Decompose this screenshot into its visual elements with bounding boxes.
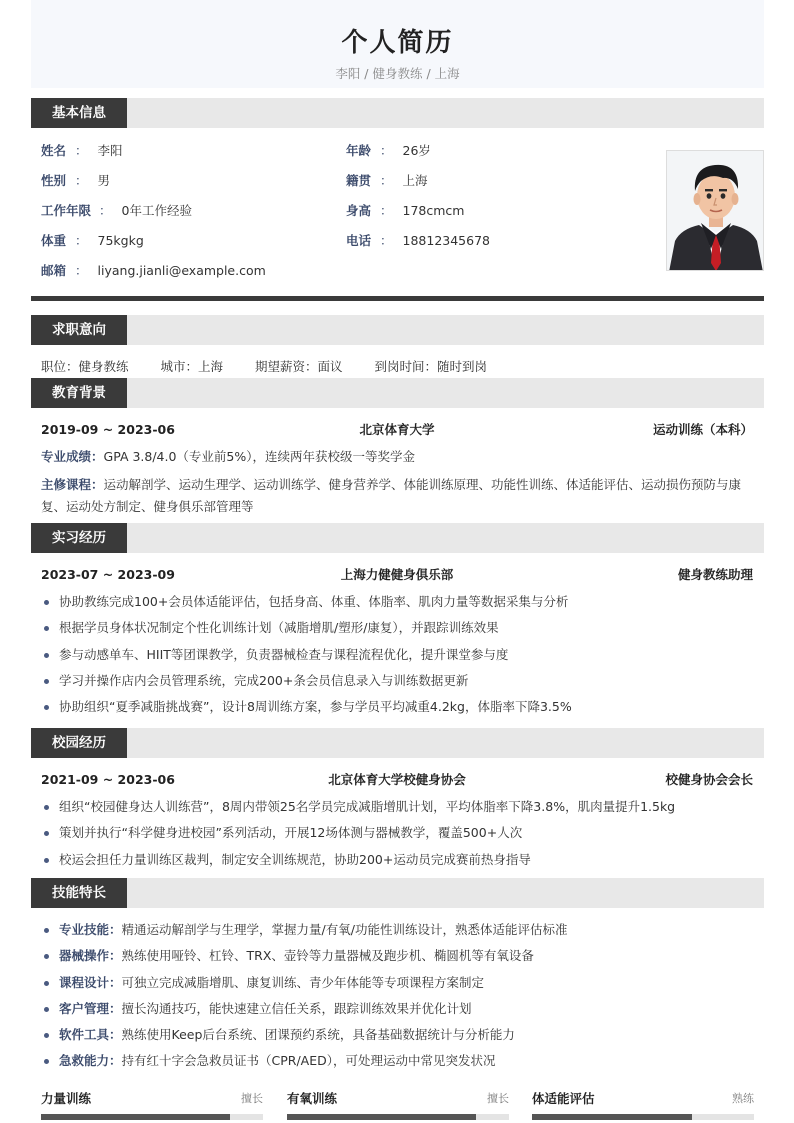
info-label: 姓名 <box>41 143 67 158</box>
internship-list <box>41 589 757 720</box>
skill-level: 擅长 <box>241 1092 263 1105</box>
skill-track <box>41 1114 263 1120</box>
education-gpa <box>41 446 757 468</box>
gpa-label: 专业成绩： <box>41 449 104 464</box>
section-internship <box>31 523 764 553</box>
avatar-illustration <box>667 151 764 271</box>
skill-fill <box>287 1114 476 1120</box>
bullet-icon <box>44 1033 49 1038</box>
info-phone: 电话 ： 18812345678 <box>346 231 490 251</box>
bullet-icon <box>44 858 49 863</box>
info-label: 性别 <box>41 173 67 188</box>
skill-level: 熟练 <box>732 1092 754 1105</box>
education-major: 运动训练（本科） <box>652 422 753 437</box>
bullet-icon <box>44 805 49 810</box>
section-title: 基本信息 <box>31 98 127 128</box>
internship-role: 健身教练助理 <box>677 567 753 582</box>
bullet-icon <box>44 600 49 605</box>
intent-position: 职位：健身教练 <box>41 359 129 374</box>
skill-fill <box>532 1114 692 1120</box>
skill-track <box>532 1114 754 1120</box>
list-item: 软件工具：熟练使用Keep后台系统、团课预约系统，具备基础数据统计与分析能力 <box>41 1022 757 1048</box>
info-value: 李阳 <box>97 143 123 158</box>
bullet-icon <box>44 1059 49 1064</box>
section-divider <box>31 296 764 301</box>
info-label: 邮箱 <box>41 263 67 278</box>
skill-bar-fitness-assessment <box>532 1090 754 1123</box>
list-item: 专业技能：精通运动解剖学与生理学，掌握力量/有氧/功能性训练设计，熟悉体适能评估标准 <box>41 917 757 943</box>
info-label: 电话 <box>346 233 372 248</box>
skill-name: 体适能评估 <box>532 1091 595 1106</box>
page-subtitle: 李阳 / 健身教练 / 上海 <box>335 66 460 81</box>
campus-role: 校健身协会会长 <box>665 772 753 787</box>
internship-org: 上海力健健身俱乐部 <box>340 567 454 582</box>
info-value: 75kgkg <box>97 233 144 248</box>
section-title: 校园经历 <box>31 728 127 758</box>
bullet-icon <box>44 653 49 658</box>
education-courses <box>41 474 757 518</box>
list-item: 校运会担任力量训练区裁判，制定安全训练规范，协助200+运动员完成赛前热身指导 <box>41 847 757 873</box>
section-campus <box>31 728 764 758</box>
skill-bar-strength <box>41 1090 263 1123</box>
skill-bar-cardio <box>287 1090 509 1123</box>
bullet-icon <box>44 831 49 836</box>
skill-name: 有氧训练 <box>287 1091 338 1106</box>
section-title: 技能特长 <box>31 878 127 908</box>
courses-label: 主修课程： <box>41 477 104 492</box>
section-education <box>31 378 764 408</box>
list-item: 器械操作：熟练使用哑铃、杠铃、TRX、壶铃等力量器械及跑步机、椭圆机等有氧设备 <box>41 943 757 969</box>
bullet-icon <box>44 1007 49 1012</box>
courses-text: 运动解剖学、运动生理学、运动训练学、健身营养学、体能训练原理、功能性训练、体适能评估、运动损伤预防与康复、运动处方制定、健身俱乐部管理等 <box>41 477 742 514</box>
bullet-icon <box>44 928 49 933</box>
bullet-icon <box>44 981 49 986</box>
education-school: 北京体育大学 <box>359 422 435 437</box>
info-email: 邮箱 ： liyang.jianli@example.com <box>41 261 266 281</box>
list-item: 参与动感单车、HIIT等团课教学，负责器械检查与课程流程优化，提升课堂参与度 <box>41 642 757 668</box>
internship-period: 2023-07 ~ 2023-09 <box>41 567 175 582</box>
section-basic-info <box>31 98 764 128</box>
info-weight: 体重 ： 75kgkg <box>41 231 144 251</box>
list-item: 急救能力：持有红十字会急救员证书（CPR/AED），可处理运动中常见突发状况 <box>41 1048 757 1074</box>
campus-org: 北京体育大学校健身协会 <box>328 772 466 787</box>
bullet-icon <box>44 626 49 631</box>
intent-city: 城市：上海 <box>160 359 224 374</box>
skills-list <box>41 917 757 1075</box>
bullet-icon <box>44 679 49 684</box>
info-value: 18812345678 <box>402 233 490 248</box>
skill-name: 力量训练 <box>41 1091 92 1106</box>
campus-header-row <box>41 770 753 790</box>
section-title: 教育背景 <box>31 378 127 408</box>
resume-header <box>31 0 764 88</box>
info-label: 年龄 <box>346 143 372 158</box>
list-item: 课程设计：可独立完成减脂增肌、康复训练、青少年体能等专项课程方案制定 <box>41 970 757 996</box>
skill-track <box>287 1114 509 1120</box>
gpa-text: GPA 3.8/4.0（专业前5%），连续两年获校级一等奖学金 <box>103 449 416 464</box>
page-title: 个人简历 <box>341 28 454 58</box>
section-skills <box>31 878 764 908</box>
info-label: 体重 <box>41 233 67 248</box>
info-value: 178cmcm <box>402 203 465 218</box>
list-item: 根据学员身体状况制定个性化训练计划（减脂增肌/塑形/康复），并跟踪训练效果 <box>41 615 757 641</box>
internship-header-row <box>41 565 753 585</box>
list-item: 学习并操作店内会员管理系统，完成200+条会员信息录入与训练数据更新 <box>41 668 757 694</box>
intent-salary: 期望薪资：面议 <box>255 359 343 374</box>
list-item: 策划并执行“科学健身进校园”系列活动，开展12场体测与器械教学，覆盖500+人次 <box>41 820 757 846</box>
info-height: 身高 ： 178cmcm <box>346 201 464 221</box>
list-item: 组织“校园健身达人训练营”，8周内带领25名学员完成减脂增肌计划，平均体脂率下降3.8%，肌肉量提升1.5kg <box>41 794 757 820</box>
info-gender: 性别 ： 男 <box>41 171 110 191</box>
info-value: 男 <box>97 173 111 188</box>
skill-fill <box>41 1114 230 1120</box>
list-item: 客户管理：擅长沟通技巧，能快速建立信任关系，跟踪训练效果并优化计划 <box>41 996 757 1022</box>
info-label: 工作年限 <box>41 203 92 218</box>
education-header-row <box>41 420 753 440</box>
bullet-icon <box>44 954 49 959</box>
info-value: 上海 <box>402 173 428 188</box>
info-name: 姓名 ： 李阳 <box>41 141 123 161</box>
info-value: 0年工作经验 <box>121 203 192 218</box>
section-title: 实习经历 <box>31 523 127 553</box>
info-experience: 工作年限 ： 0年工作经验 <box>41 201 192 221</box>
campus-list <box>41 794 757 873</box>
info-hometown: 籍贯 ： 上海 <box>346 171 428 191</box>
bullet-icon <box>44 705 49 710</box>
list-item: 协助组织“夏季减脂挑战赛”，设计8周训练方案，参与学员平均减重4.2kg，体脂率下降3.5% <box>41 694 757 720</box>
section-title: 求职意向 <box>31 315 127 345</box>
job-intent-row <box>41 358 515 376</box>
list-item: 协助教练完成100+会员体适能评估，包括身高、体重、体脂率、肌肉力量等数据采集与分析 <box>41 589 757 615</box>
section-job-intent <box>31 315 764 345</box>
info-age: 年龄 ： 26岁 <box>346 141 431 161</box>
profile-photo <box>666 150 764 271</box>
info-label: 身高 <box>346 203 372 218</box>
intent-availability: 到岗时间：随时到岗 <box>374 359 488 374</box>
resume-page <box>31 0 764 1123</box>
info-value: 26岁 <box>402 143 431 158</box>
info-value: liyang.jianli@example.com <box>97 263 266 278</box>
info-label: 籍贯 <box>346 173 372 188</box>
skill-level: 擅长 <box>487 1092 509 1105</box>
campus-period: 2021-09 ~ 2023-06 <box>41 772 175 787</box>
education-period: 2019-09 ~ 2023-06 <box>41 422 175 437</box>
